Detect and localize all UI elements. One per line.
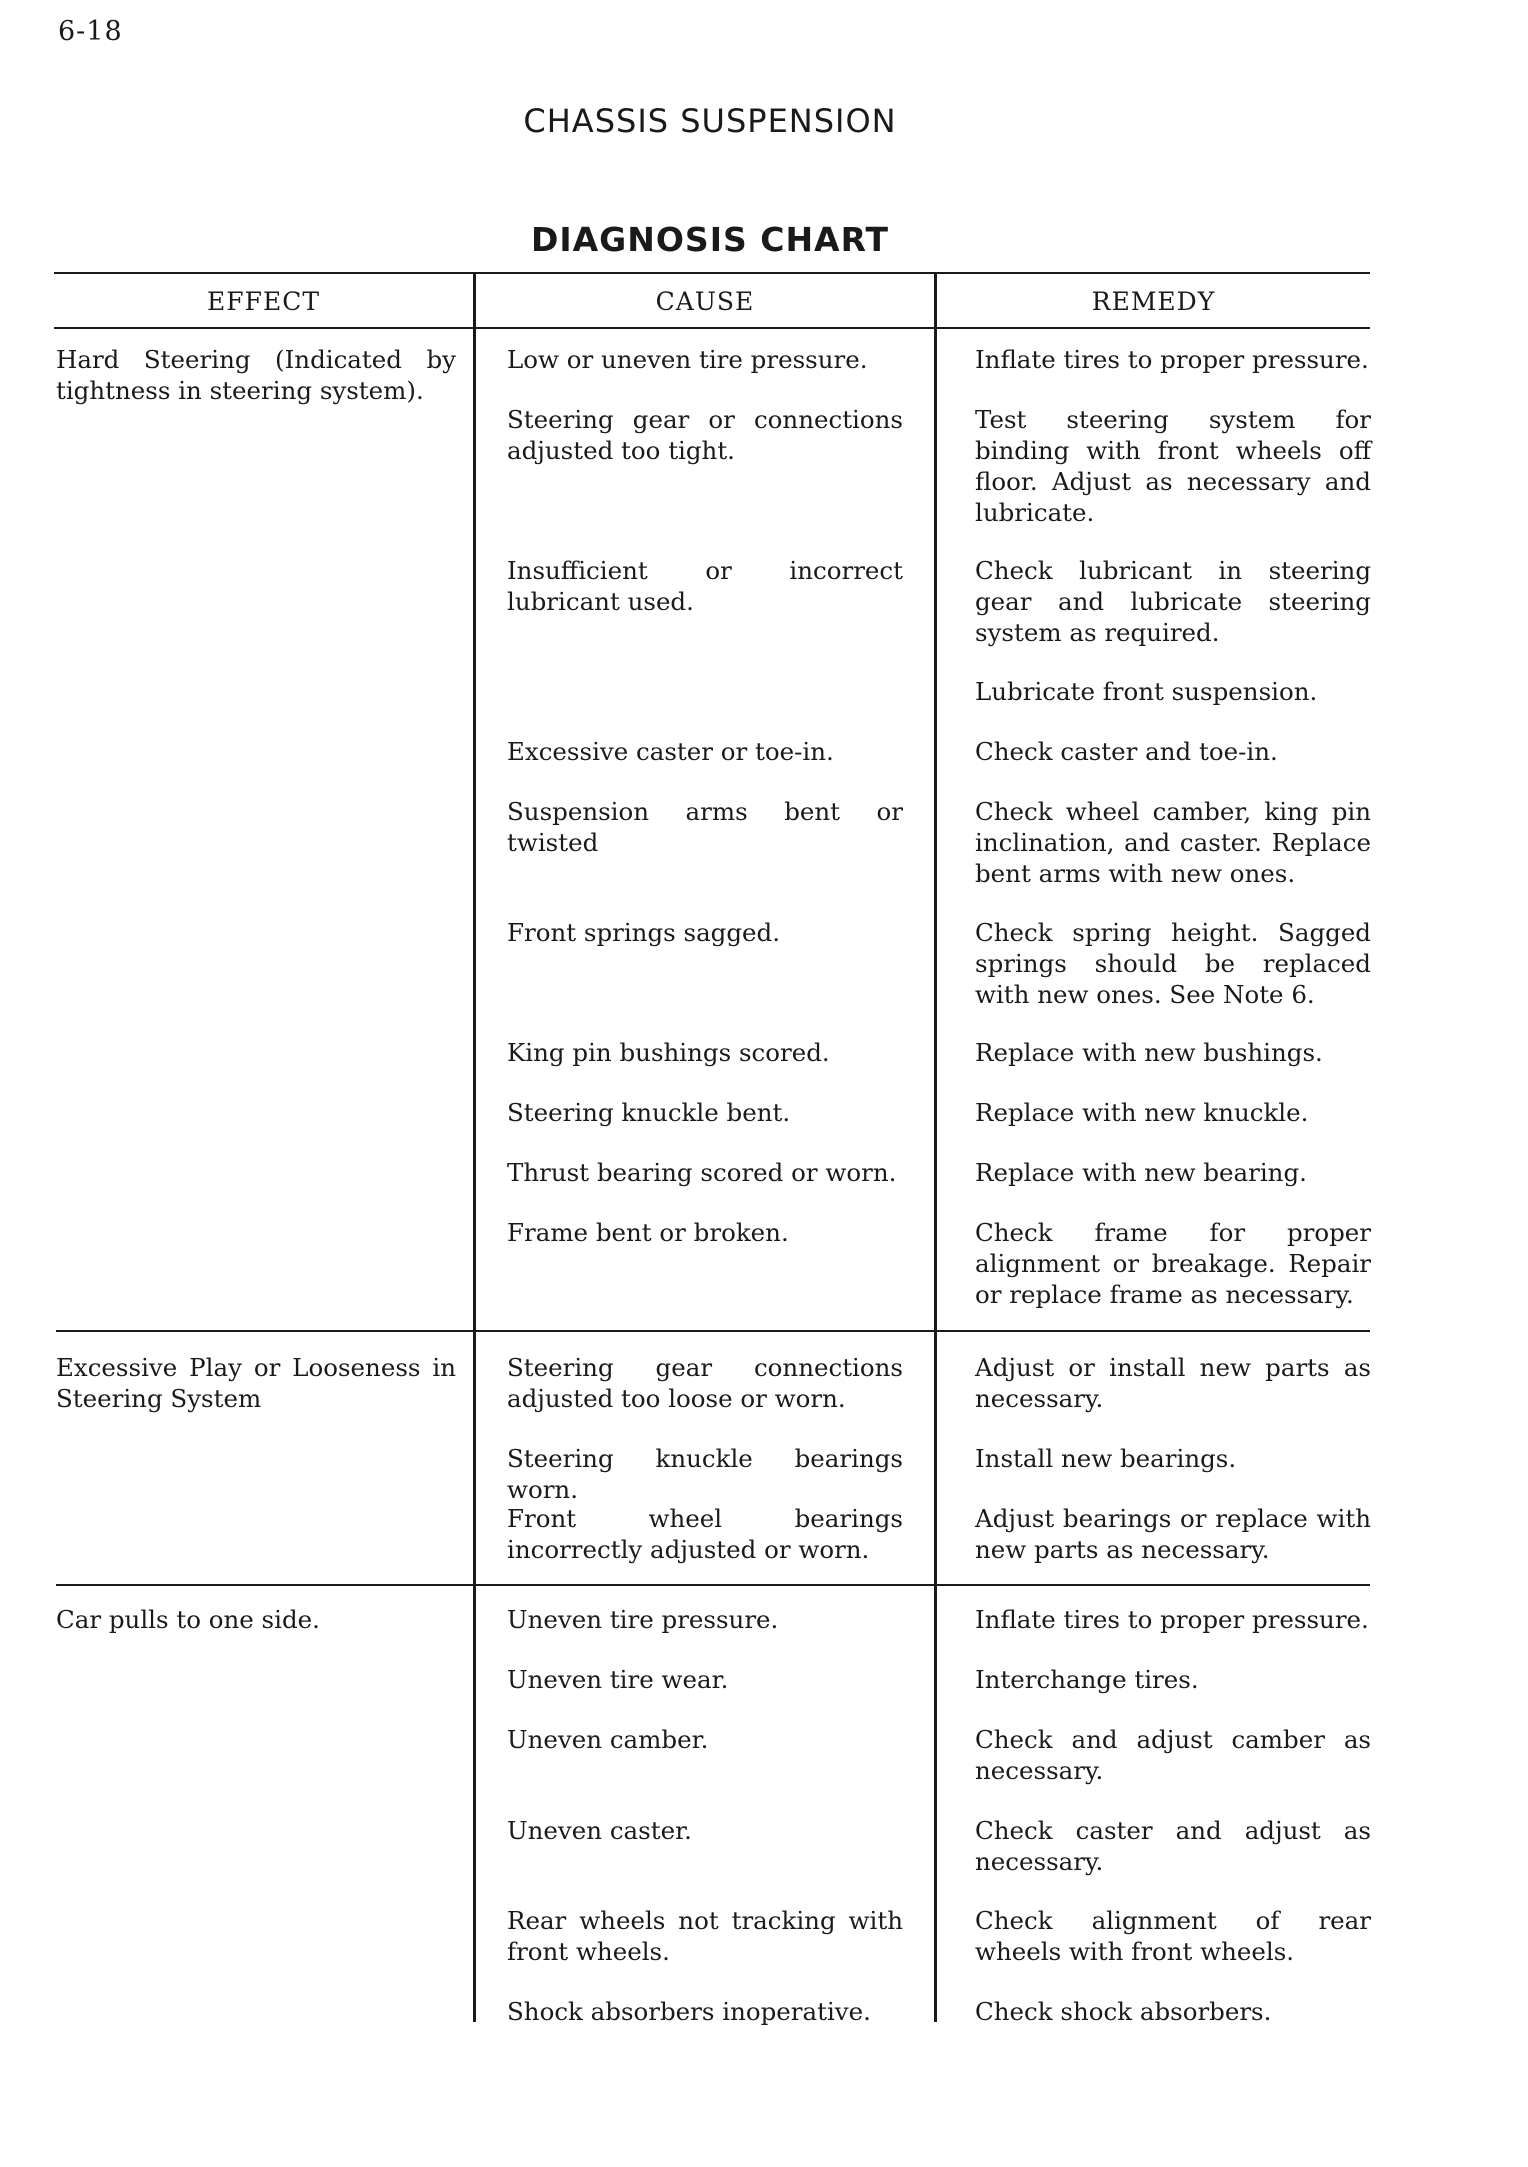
- cause-cell: Rear wheels not tracking with front wheels.: [507, 1906, 903, 1966]
- remedy-cell: Replace with new knuckle.: [975, 1098, 1309, 1127]
- effect-cell: Car pulls to one side.: [56, 1605, 320, 1634]
- cause-cell: Front wheel bearings incorrectly adjusted or worn.: [507, 1504, 903, 1564]
- cause-cell: Insufficient or incorrect lubricant used.: [507, 556, 903, 616]
- cause-cell: Suspension arms bent or twisted: [507, 797, 903, 857]
- header-bottom-rule: [54, 327, 1370, 329]
- remedy-cell: Adjust or install new parts as necessary.: [975, 1353, 1371, 1413]
- remedy-cell: Inflate tires to proper pressure.: [975, 1605, 1369, 1634]
- remedy-cell: Lubricate front suspension.: [975, 677, 1318, 706]
- remedy-cell: Check lubricant in steering gear and lubricate steering system as required.: [975, 556, 1371, 647]
- cause-cell: Steering gear connections adjusted too loose or worn.: [507, 1353, 903, 1413]
- remedy-cell: Adjust bearings or replace with new parts as necessary.: [975, 1504, 1371, 1564]
- group-divider-2: [56, 1584, 1370, 1586]
- cause-cell: Frame bent or broken.: [507, 1218, 789, 1247]
- cause-cell: King pin bushings scored.: [507, 1038, 830, 1067]
- cause-cell: Uneven camber.: [507, 1725, 709, 1754]
- cause-cell: Shock absorbers inoperative.: [507, 1997, 871, 2026]
- chart-title: DIAGNOSIS CHART: [530, 220, 890, 259]
- header-remedy: REMEDY: [1091, 287, 1216, 316]
- effect-cell: Excessive Play or Looseness in Steering System: [56, 1353, 456, 1413]
- effect-cell: Hard Steering (Indicated by tightness in steering system).: [56, 345, 456, 405]
- remedy-cell: Check spring height. Sagged springs should be replaced with new ones. See Note 6.: [975, 918, 1371, 1009]
- remedy-cell: Check and adjust camber as necessary.: [975, 1725, 1371, 1785]
- cause-cell: Front springs sagged.: [507, 918, 781, 947]
- cause-cell: Uneven tire pressure.: [507, 1605, 779, 1634]
- remedy-cell: Check caster and toe-in.: [975, 737, 1278, 766]
- remedy-cell: Replace with new bushings.: [975, 1038, 1323, 1067]
- remedy-cell: Check caster and adjust as necessary.: [975, 1816, 1371, 1876]
- cause-cell: Low or uneven tire pressure.: [507, 345, 868, 374]
- cause-cell: Steering knuckle bearings worn.: [507, 1444, 903, 1504]
- column-divider-2: [934, 272, 937, 2022]
- cause-cell: Excessive caster or toe-in.: [507, 737, 834, 766]
- remedy-cell: Check wheel camber, king pin inclination, and caster. Replace bent arms with new ones.: [975, 797, 1371, 888]
- header-effect: EFFECT: [207, 287, 320, 316]
- cause-cell: Uneven caster.: [507, 1816, 692, 1845]
- section-title: CHASSIS SUSPENSION: [523, 102, 897, 140]
- cause-cell: Steering gear or connections adjusted too tight.: [507, 405, 903, 465]
- cause-cell: Thrust bearing scored or worn.: [507, 1158, 897, 1187]
- remedy-cell: Test steering system for binding with front wheels off floor. Adjust as necessary and lubricate.: [975, 405, 1371, 527]
- remedy-cell: Install new bearings.: [975, 1444, 1237, 1473]
- remedy-cell: Replace with new bearing.: [975, 1158, 1307, 1187]
- remedy-cell: Interchange tires.: [975, 1665, 1199, 1694]
- remedy-cell: Check frame for proper alignment or breakage. Repair or replace frame as necessary.: [975, 1218, 1371, 1309]
- header-cause: CAUSE: [655, 287, 755, 316]
- page-number: 6-18: [58, 16, 123, 47]
- table-top-rule: [54, 272, 1370, 274]
- group-divider-1: [56, 1330, 1370, 1332]
- column-divider-1: [473, 272, 476, 2022]
- remedy-cell: Check alignment of rear wheels with front wheels.: [975, 1906, 1371, 1966]
- remedy-cell: Inflate tires to proper pressure.: [975, 345, 1369, 374]
- cause-cell: Uneven tire wear.: [507, 1665, 729, 1694]
- cause-cell: Steering knuckle bent.: [507, 1098, 791, 1127]
- remedy-cell: Check shock absorbers.: [975, 1997, 1272, 2026]
